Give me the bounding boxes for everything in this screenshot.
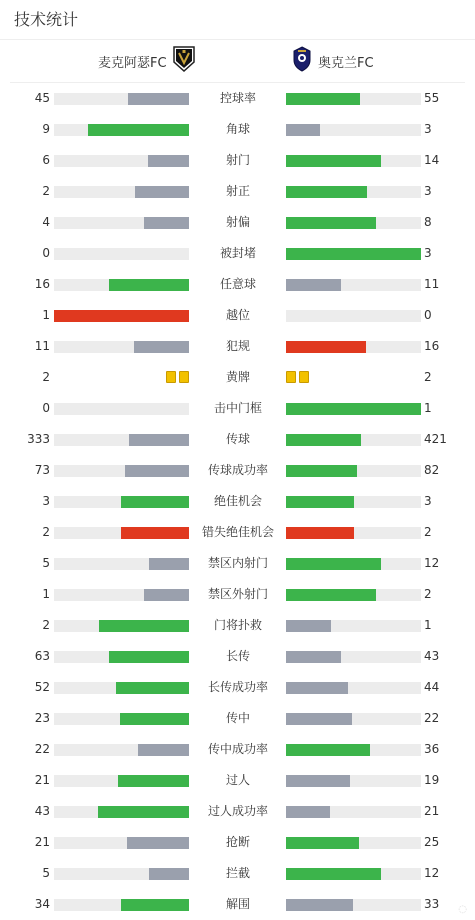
away-stat-bar	[286, 434, 421, 446]
home-stat-value: 5	[42, 866, 50, 880]
home-stat-bar-fill	[54, 310, 189, 322]
home-stat-bar	[54, 527, 189, 539]
home-stat-bar	[54, 651, 189, 663]
stat-row	[0, 641, 475, 672]
home-stat-bar-fill	[116, 682, 189, 694]
home-stat-bar	[54, 155, 189, 167]
home-stat-bar-fill	[144, 217, 189, 229]
home-stat-bar	[54, 589, 189, 601]
home-stat-bar	[54, 124, 189, 136]
away-stat-bar-fill	[286, 434, 361, 446]
away-stat-bar-fill	[286, 155, 381, 167]
home-stat-bar	[54, 806, 189, 818]
stat-row	[0, 796, 475, 827]
stat-label: 被封堵	[219, 246, 256, 260]
away-stat-bar	[286, 651, 421, 663]
stat-label: 绝佳机会	[213, 494, 262, 508]
stat-row	[0, 455, 475, 486]
stat-label: 射偏	[225, 215, 250, 229]
away-stat-bar	[286, 341, 421, 353]
away-stat-value: 82	[424, 463, 440, 477]
home-stat-value: 63	[34, 649, 50, 663]
home-stat-bar	[54, 248, 189, 260]
away-stat-bar-fill	[286, 558, 381, 570]
stat-label: 控球率	[219, 91, 256, 105]
section-header	[0, 0, 475, 40]
stat-label: 过人	[225, 773, 250, 787]
away-team-name: 奥克兰FC	[318, 55, 374, 71]
home-stat-bar	[54, 341, 189, 353]
stat-label: 射门	[225, 153, 250, 167]
home-stat-bar-fill	[148, 155, 189, 167]
stat-label: 禁区内射门	[207, 556, 268, 570]
away-stat-bar	[286, 403, 421, 415]
away-stat-value: 12	[424, 556, 440, 570]
away-stat-value: 3	[424, 246, 432, 260]
yellow-card-icon	[179, 371, 189, 383]
home-stat-bar-fill	[128, 93, 189, 105]
home-stat-bar-fill	[118, 775, 189, 787]
stat-label: 传中成功率	[207, 742, 268, 756]
away-stat-bar-fill	[286, 248, 421, 260]
away-stat-bar	[286, 124, 421, 136]
home-stat-value: 21	[34, 835, 50, 849]
yellow-card-icon	[286, 371, 296, 383]
stat-row	[0, 362, 475, 393]
away-stat-value: 12	[424, 866, 440, 880]
away-stat-bar	[286, 868, 421, 880]
stat-row	[0, 300, 475, 331]
home-stat-value: 16	[34, 277, 50, 291]
away-stat-bar	[286, 496, 421, 508]
away-stat-bar	[286, 775, 421, 787]
page-title: 技术统计	[14, 10, 79, 29]
away-stat-bar-fill	[286, 527, 354, 539]
away-stat-bar-fill	[286, 868, 381, 880]
away-stat-value: 3	[424, 494, 432, 508]
away-stat-value: 55	[424, 91, 440, 105]
home-stat-value: 1	[42, 587, 50, 601]
away-stat-bar-fill	[286, 93, 360, 105]
away-stat-bar-fill	[286, 651, 341, 663]
stat-row	[0, 145, 475, 176]
home-stat-bar	[54, 310, 189, 322]
away-stat-value: 43	[424, 649, 440, 663]
stat-row	[0, 548, 475, 579]
home-stat-bar-fill	[129, 434, 189, 446]
home-stat-bar-fill	[121, 527, 189, 539]
home-stat-bar	[54, 775, 189, 787]
home-stat-bar	[54, 837, 189, 849]
stat-label: 门将扑救	[213, 618, 262, 632]
away-stat-bar	[286, 899, 421, 911]
home-stat-value: 0	[42, 246, 50, 260]
stat-label: 越位	[225, 308, 250, 322]
home-stat-bar-fill	[134, 341, 189, 353]
home-stat-bar-fill	[125, 465, 189, 477]
home-stat-bar	[54, 620, 189, 632]
home-stat-bar-fill	[149, 868, 189, 880]
stat-row	[0, 331, 475, 362]
away-stat-bar-fill	[286, 124, 320, 136]
home-yellow-cards	[166, 371, 189, 383]
home-stat-bar	[54, 279, 189, 291]
away-stat-bar	[286, 279, 421, 291]
stat-label: 任意球	[219, 277, 256, 291]
home-stat-bar	[54, 713, 189, 725]
home-stat-bar	[54, 899, 189, 911]
stat-row	[0, 672, 475, 703]
stat-row	[0, 269, 475, 300]
teams-header	[10, 40, 465, 83]
home-stat-bar-fill	[127, 837, 189, 849]
home-stat-value: 21	[34, 773, 50, 787]
away-stat-bar-fill	[286, 620, 331, 632]
away-stat-bar-fill	[286, 589, 376, 601]
stat-label: 解围	[225, 897, 250, 911]
home-stat-value: 2	[42, 184, 50, 198]
stat-row	[0, 734, 475, 765]
away-stat-bar-fill	[286, 899, 353, 911]
stat-label: 击中门框	[213, 401, 262, 415]
away-stat-bar-fill	[286, 775, 350, 787]
stat-row	[0, 610, 475, 641]
home-stat-value: 34	[34, 897, 50, 911]
home-stat-value: 23	[34, 711, 50, 725]
home-stat-value: 22	[34, 742, 50, 756]
away-stat-bar	[286, 465, 421, 477]
away-stat-bar	[286, 589, 421, 601]
home-stat-bar	[54, 403, 189, 415]
home-team-name: 麦克阿瑟FC	[98, 55, 167, 71]
home-stat-bar	[54, 558, 189, 570]
home-stat-bar-fill	[88, 124, 189, 136]
away-stat-bar	[286, 310, 421, 322]
away-stat-bar-fill	[286, 682, 348, 694]
stat-row	[0, 207, 475, 238]
home-stat-value: 3	[42, 494, 50, 508]
home-stat-bar-fill	[138, 744, 189, 756]
away-stat-bar-fill	[286, 465, 357, 477]
away-stat-bar	[286, 837, 421, 849]
away-team[interactable]	[292, 40, 374, 82]
away-stat-value: 16	[424, 339, 440, 353]
stat-label: 射正	[225, 184, 250, 198]
home-stat-bar-fill	[99, 620, 189, 632]
stat-label: 传球成功率	[207, 463, 268, 477]
away-stat-value: 1	[424, 618, 432, 632]
home-stat-bar-fill	[121, 899, 189, 911]
home-stat-value: 73	[34, 463, 50, 477]
away-stat-bar	[286, 248, 421, 260]
away-stat-value: 36	[424, 742, 440, 756]
away-stat-bar	[286, 682, 421, 694]
stat-row	[0, 424, 475, 455]
home-stat-bar	[54, 744, 189, 756]
stat-row	[0, 889, 475, 920]
stat-label: 拦截	[225, 866, 250, 880]
stat-row	[0, 238, 475, 269]
home-stat-bar-fill	[144, 589, 189, 601]
home-stat-bar	[54, 496, 189, 508]
home-team[interactable]	[98, 40, 195, 82]
home-stat-value: 45	[34, 91, 50, 105]
away-stat-value: 44	[424, 680, 440, 694]
away-stat-bar-fill	[286, 744, 370, 756]
stat-row	[0, 703, 475, 734]
home-stat-bar	[54, 465, 189, 477]
away-stat-value: 8	[424, 215, 432, 229]
stat-label: 角球	[225, 122, 250, 136]
away-stat-value: 2	[424, 525, 432, 539]
home-stat-value: 2	[42, 525, 50, 539]
away-stat-value: 22	[424, 711, 440, 725]
stat-label: 抢断	[225, 835, 250, 849]
away-stat-bar	[286, 186, 421, 198]
stat-label: 传球	[225, 432, 250, 446]
home-stat-bar	[54, 93, 189, 105]
away-stat-value: 33	[424, 897, 440, 911]
home-stat-bar-fill	[149, 558, 189, 570]
yellow-card-icon	[299, 371, 309, 383]
away-stat-bar-fill	[286, 496, 354, 508]
away-stat-value: 19	[424, 773, 440, 787]
away-stat-value: 3	[424, 122, 432, 136]
away-stat-value: 421	[424, 432, 447, 446]
away-stat-value: 3	[424, 184, 432, 198]
watermark: ◌	[458, 904, 467, 915]
away-stat-bar	[286, 93, 421, 105]
home-stat-bar-fill	[120, 713, 189, 725]
home-stat-value: 52	[34, 680, 50, 694]
home-stat-bar-fill	[98, 806, 189, 818]
home-stat-bar-fill	[121, 496, 189, 508]
home-stat-bar-fill	[135, 186, 189, 198]
yellow-card-icon	[166, 371, 176, 383]
away-stat-value: 0	[424, 308, 432, 322]
away-yellow-cards	[286, 371, 309, 383]
away-stat-bar	[286, 744, 421, 756]
stat-row	[0, 765, 475, 796]
away-stat-bar	[286, 806, 421, 818]
stat-label: 长传	[225, 649, 250, 663]
home-stat-value: 1	[42, 308, 50, 322]
auckland-fc-crest-icon	[292, 46, 312, 76]
stat-label: 错失绝佳机会	[201, 525, 274, 539]
stat-row	[0, 83, 475, 114]
home-stat-value: 6	[42, 153, 50, 167]
stat-row	[0, 114, 475, 145]
home-stat-bar-fill	[109, 651, 189, 663]
stat-row	[0, 827, 475, 858]
home-stat-value: 333	[27, 432, 50, 446]
macarthur-fc-crest-icon	[173, 46, 195, 76]
away-stat-value: 2	[424, 587, 432, 601]
away-stat-bar-fill	[286, 217, 376, 229]
stat-label: 黄牌	[225, 370, 250, 384]
home-stat-value: 2	[42, 370, 50, 384]
away-stat-bar-fill	[286, 186, 367, 198]
away-stat-bar-fill	[286, 341, 366, 353]
away-stat-bar	[286, 620, 421, 632]
away-stat-bar	[286, 558, 421, 570]
home-stat-value: 0	[42, 401, 50, 415]
stat-label: 过人成功率	[207, 804, 268, 818]
away-stat-value: 14	[424, 153, 440, 167]
stat-row	[0, 393, 475, 424]
away-stat-bar-fill	[286, 837, 359, 849]
home-stat-bar	[54, 682, 189, 694]
stat-label: 犯规	[225, 339, 250, 353]
away-stat-value: 1	[424, 401, 432, 415]
away-stat-bar	[286, 217, 421, 229]
away-stat-bar-fill	[286, 279, 341, 291]
away-stat-value: 11	[424, 277, 440, 291]
home-stat-bar	[54, 434, 189, 446]
away-stat-value: 21	[424, 804, 440, 818]
home-stat-value: 5	[42, 556, 50, 570]
stat-label: 传中	[225, 711, 250, 725]
home-stat-bar	[54, 217, 189, 229]
stat-label: 禁区外射门	[207, 587, 268, 601]
away-stat-bar-fill	[286, 713, 352, 725]
home-stat-value: 4	[42, 215, 50, 229]
home-stat-value: 9	[42, 122, 50, 136]
home-stat-bar-fill	[109, 279, 189, 291]
stat-row	[0, 579, 475, 610]
home-stat-value: 11	[34, 339, 50, 353]
away-stat-bar	[286, 155, 421, 167]
away-stat-bar	[286, 713, 421, 725]
stat-row	[0, 858, 475, 889]
home-stat-bar	[54, 186, 189, 198]
stat-row	[0, 176, 475, 207]
stat-row	[0, 517, 475, 548]
stat-label: 长传成功率	[207, 680, 268, 694]
home-stat-value: 43	[34, 804, 50, 818]
away-stat-bar-fill	[286, 806, 330, 818]
home-stat-value: 2	[42, 618, 50, 632]
stat-row	[0, 486, 475, 517]
away-stat-value: 25	[424, 835, 440, 849]
away-stat-bar-fill	[286, 403, 421, 415]
home-stat-bar	[54, 868, 189, 880]
away-stat-bar	[286, 527, 421, 539]
away-stat-value: 2	[424, 370, 432, 384]
